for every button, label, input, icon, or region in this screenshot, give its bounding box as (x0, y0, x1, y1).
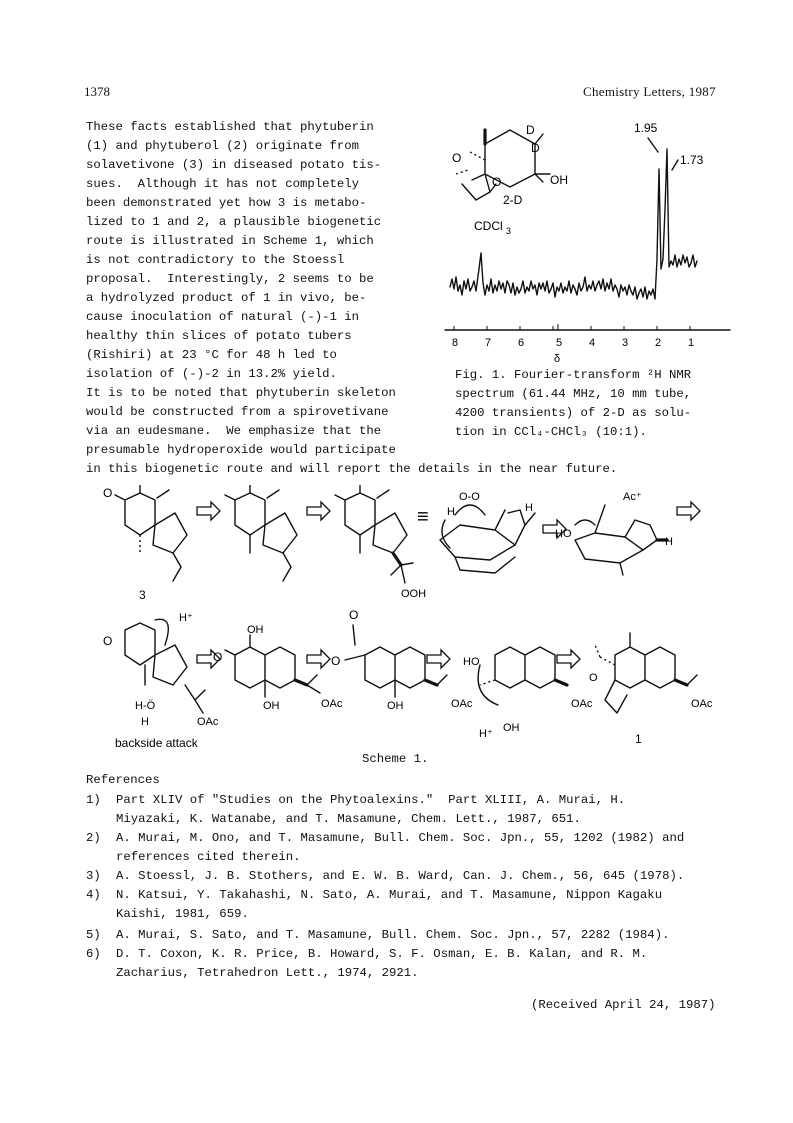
label-h-plus2: H⁺ (479, 728, 493, 740)
ref-line: references cited therein. (116, 850, 301, 864)
struct-oh-label: OH (550, 173, 568, 187)
body-line: lized to 1 and 2, a plausible biogenetic (86, 215, 382, 229)
label-oac2: OAc (321, 698, 343, 710)
ref-line: N. Katsui, Y. Takahashi, N. Sato, A. Murai, and T. Masamune, Nippon Kagaku (116, 888, 663, 902)
body-line: healthy thin slices of potato tubers (86, 329, 352, 343)
received-date: (Received April 24, 1987) (531, 998, 716, 1012)
label-h-o-dot: H-Ö (135, 700, 156, 712)
axis-tick: 4 (589, 337, 596, 349)
molecule-9 (478, 647, 567, 705)
label-h-plus: H⁺ (179, 612, 193, 624)
axis-tick: 3 (622, 337, 629, 349)
axis-tick: 6 (518, 337, 525, 349)
compound-label: 2-D (503, 193, 523, 207)
ref-line: Kaishi, 1981, 659. (116, 907, 249, 921)
ref-number: 5) (86, 928, 101, 942)
struct-d2-label: D (531, 141, 540, 155)
label-oh: OH (247, 624, 264, 636)
label-oac: OAc (197, 716, 219, 728)
label-o4: O (349, 608, 359, 622)
scheme-1 (95, 485, 735, 755)
axis-label: δ (554, 353, 561, 365)
label-oh3: OH (387, 700, 404, 712)
label-o2: O (103, 634, 113, 648)
body-line: a hydrolyzed product of 1 in vivo, be- (86, 291, 367, 305)
label-oac5: OAc (691, 698, 713, 710)
body-line: in this biogenetic route and will report the details in the near future. (86, 462, 618, 476)
caption-line: tion in CCl₄-CHCl₃ (10:1). (455, 425, 647, 439)
reaction-arrow (677, 502, 700, 520)
ref-number: 2) (86, 831, 101, 845)
solvent-label: CDCl (474, 219, 503, 233)
reaction-arrow (427, 650, 450, 668)
label-ho: HO (555, 528, 572, 540)
ref-number: 3) (86, 869, 101, 883)
scheme-caption: Scheme 1. (362, 752, 429, 766)
molecule-phytuberin (595, 633, 697, 713)
struct-o1-label: O (452, 151, 462, 165)
label-oo: O-O (459, 491, 480, 503)
equivalence-sign: ≡ (417, 506, 429, 528)
body-line: It is to be noted that phytuberin skeleton (86, 386, 396, 400)
body-line: presumable hydroperoxide would participate (86, 443, 396, 457)
axis-tick: 1 (688, 337, 695, 349)
axis-tick: 5 (556, 337, 563, 349)
caption-line: spectrum (61.44 MHz, 10 mm tube, (455, 387, 692, 401)
label-ho2: HO (463, 656, 480, 668)
body-line: sues. Although it has not completely (86, 177, 360, 191)
molecule-7 (225, 635, 320, 697)
label-h: H (447, 506, 455, 518)
ref-line: D. T. Coxon, K. R. Price, B. Howard, S. F. Osman, E. B. Kalan, and R. M. (116, 947, 648, 961)
body-line: cause inoculation of natural (-)-1 in (86, 310, 360, 324)
struct-d1-label: D (526, 123, 535, 137)
label-ac-plus: Ac⁺ (623, 491, 642, 503)
body-line: (Rishiri) at 23 °C for 48 h led to (86, 348, 337, 362)
journal-header: Chemistry Letters, 1987 (583, 84, 716, 99)
peak-label-173: 1.73 (680, 153, 704, 167)
reaction-arrow (197, 502, 220, 520)
body-line: route is illustrated in Scheme 1, which (86, 234, 374, 248)
molecule-hydroperoxide (335, 485, 413, 583)
label-h4: H (141, 716, 149, 728)
ref-line: Part XLIV of "Studies on the Phytoalexins." Part XLIII, A. Murai, H. (116, 793, 626, 807)
label-h2: H (525, 502, 533, 514)
body-line: would be constructed from a spirovetivane (86, 405, 389, 419)
ref-number: 4) (86, 888, 101, 902)
molecule-5 (575, 505, 667, 575)
ref-number: 6) (86, 947, 101, 961)
caption-line: 4200 transients) of 2-D as solu- (455, 406, 692, 420)
page-number: 1378 (84, 84, 110, 99)
axis-tick: 8 (452, 337, 459, 349)
label-compound-3: 3 (139, 588, 146, 602)
label-ooh: OOH (401, 588, 427, 600)
label-oh4: OH (503, 722, 520, 734)
label-o3: O (213, 650, 223, 664)
figure-1 (440, 112, 740, 372)
ref-number: 1) (86, 793, 101, 807)
ref-line: Miyazaki, K. Watanabe, and T. Masamune, Chem. Lett., 1987, 651. (116, 812, 581, 826)
molecule-solavetivone (115, 485, 187, 581)
label-o5: O (331, 654, 341, 668)
struct-o2-label: O (492, 175, 502, 189)
label-o: O (103, 486, 113, 500)
body-line: proposal. Interestingly, 2 seems to be (86, 272, 374, 286)
label-compound-1: 1 (635, 732, 642, 746)
body-line: isolation of (-)-2 in 13.2% yield. (86, 367, 337, 381)
reaction-arrow (307, 502, 330, 520)
ref-line: Zacharius, Tetrahedron Lett., 1974, 2921. (116, 966, 419, 980)
references-heading: References (86, 773, 160, 787)
ref-line: A. Murai, M. Ono, and T. Masamune, Bull. Chem. Soc. Jpn., 55, 1202 (1982) and (116, 831, 685, 845)
body-line: via an eudesmane. We emphasize that the (86, 424, 382, 438)
molecule-2 (225, 485, 297, 581)
ref-line: A. Stoessl, J. B. Stothers, and E. W. B. Ward, Can. J. Chem., 56, 645 (1978). (116, 869, 685, 883)
caption-line: Fig. 1. Fourier-transform ²H NMR (455, 368, 692, 382)
solvent-subscript: 3 (506, 226, 512, 236)
reaction-arrow (307, 650, 330, 668)
ref-line: A. Murai, S. Sato, and T. Masamune, Bull. Chem. Soc. Jpn., 57, 2282 (1984). (116, 928, 670, 942)
body-line: been demonstrated yet how 3 is metabo- (86, 196, 367, 210)
body-line: These facts established that phytuberin (86, 120, 374, 134)
axis-tick: 7 (485, 337, 492, 349)
molecule-6 (125, 619, 205, 713)
label-oac4: OAc (571, 698, 593, 710)
backside-attack-label: backside attack (115, 736, 198, 750)
body-line: solavetivone (3) in diseased potato tis- (86, 158, 382, 172)
body-line: (1) and phytuberol (2) originate from (86, 139, 360, 153)
body-line: is not contradictory to the Stoessl (86, 253, 345, 267)
peak-label-195: 1.95 (634, 121, 658, 135)
reaction-arrow (557, 650, 580, 668)
label-oh2: OH (263, 700, 280, 712)
label-oac3: OAc (451, 698, 473, 710)
label-h3: H (665, 536, 673, 548)
label-o6: O (589, 672, 598, 684)
axis-tick: 2 (655, 337, 662, 349)
